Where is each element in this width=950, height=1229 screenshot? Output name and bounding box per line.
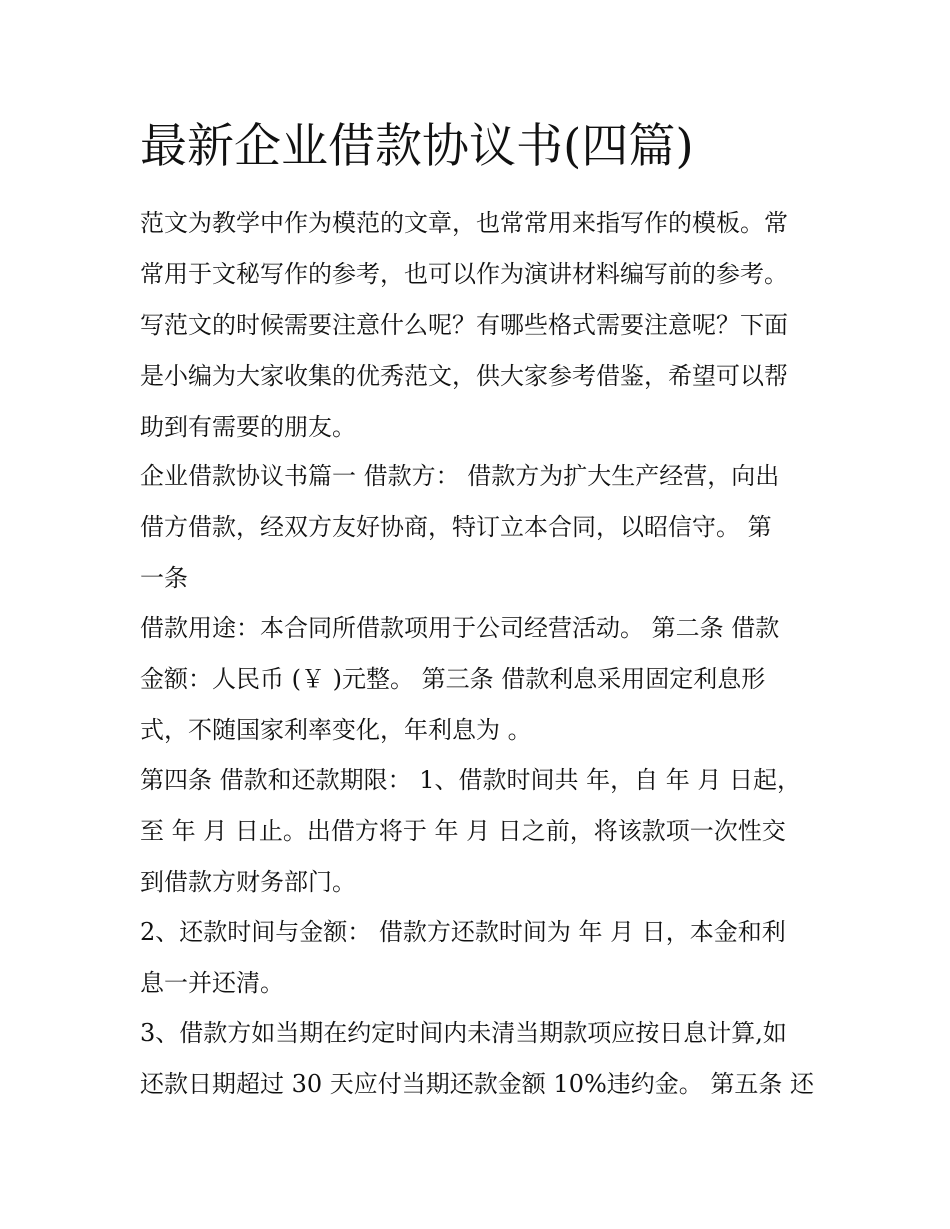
paragraph-line: 写范文的时候需要注意什么呢？有哪些格式需要注意呢？下面 (140, 311, 788, 339)
paragraph-line: 一条 (140, 564, 188, 592)
document-title: 最新企业借款协议书(四篇) (140, 119, 694, 174)
paragraph-line: 助到有需要的朋友。 (140, 413, 356, 441)
paragraph-line: 2、还款时间与金额： 借款方还款时间为 年 月 日，本金和利 (140, 918, 786, 946)
paragraph-line: 借款用途：本合同所借款项用于公司经营活动。 第二条 借款 (140, 614, 780, 642)
paragraph-line: 金额：人民币 (￥ )元整。 第三条 借款利息采用固定利息形 (140, 665, 766, 693)
agreement-opening-paragraph (140, 451, 840, 604)
paragraph-line: 3、借款方如当期在约定时间内未清当期款项应按日息计算,如 (140, 1019, 787, 1047)
paragraph-line: 到借款方财务部门。 (140, 868, 356, 896)
paragraph-line: 息一并还清。 (140, 969, 284, 997)
paragraph-line: 企业借款协议书篇一 借款方： 借款方为扩大生产经营，向出 (140, 462, 780, 490)
paragraph-line: 还款日期超过 30 天应付当期还款金额 10%违约金。 第五条 还 (140, 1070, 815, 1098)
loan-purpose-paragraph (140, 603, 840, 756)
intro-paragraph (140, 198, 840, 453)
paragraph-line: 是小编为大家收集的优秀范文，供大家参考借鉴，希望可以帮 (140, 362, 788, 390)
paragraph-line: 第四条 借款和还款期限： 1、借款时间共 年，自 年 月 日起， (140, 766, 802, 794)
paragraph-line: 至 年 月 日止。出借方将于 年 月 日之前，将该款项一次性交 (140, 817, 786, 845)
paragraph-line: 式，不随国家利率变化，年利息为 。 (140, 716, 532, 744)
repayment-paragraph (140, 907, 840, 1009)
paragraph-line: 范文为教学中作为模范的文章，也常常用来指写作的模板。常 (140, 209, 788, 237)
loan-term-paragraph (140, 755, 840, 908)
paragraph-line: 借方借款，经双方友好协商，特订立本合同，以昭信守。 第 (140, 513, 772, 541)
penalty-paragraph (140, 1008, 840, 1110)
paragraph-line: 常用于文秘写作的参考，也可以作为演讲材料编写前的参考。 (140, 260, 788, 288)
